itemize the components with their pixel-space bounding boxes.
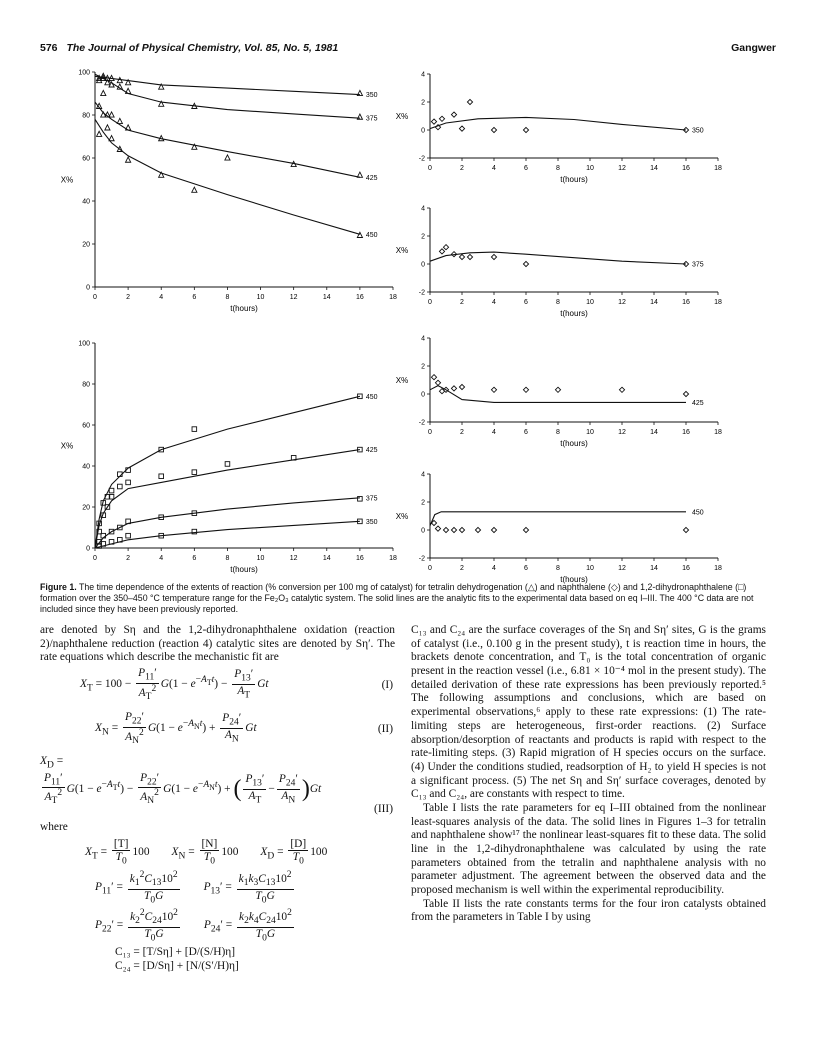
data-point (475, 527, 480, 532)
journal-title: The Journal of Physical Chemistry, Vol. 85, No. 5, 1981 (66, 42, 339, 54)
body-paragraph-3: Table II lists the rate constants terms for the four iron catalysts obtained from the parameters in Table I by using (411, 897, 766, 924)
fit-curve (95, 521, 360, 548)
x-tick-label: 14 (322, 555, 331, 562)
series-425 (95, 447, 378, 548)
x-tick-label: 4 (159, 294, 164, 301)
y-tick-label: 4 (421, 205, 425, 213)
x-tick-label: 6 (192, 555, 197, 562)
y-tick-label: 0 (421, 127, 425, 135)
x-tick-label: 0 (428, 299, 432, 306)
data-point (117, 118, 122, 123)
fit-curve (95, 76, 360, 94)
x-tick-label: 10 (586, 165, 594, 172)
x-tick-label: 2 (126, 294, 131, 301)
data-point (126, 88, 131, 93)
series-label: 425 (692, 399, 704, 407)
x-tick-label: 4 (492, 165, 496, 172)
x-axis-label: t(hours) (560, 575, 588, 584)
chart-tetralin (40, 64, 410, 319)
y-tick-label: -2 (418, 555, 425, 563)
series-350 (95, 519, 378, 548)
data-point (126, 480, 131, 485)
data-point (105, 125, 110, 130)
where-label: where (40, 821, 68, 834)
x-tick-label: 10 (586, 299, 594, 306)
data-point (431, 119, 436, 124)
y-tick-label: 60 (82, 422, 90, 430)
data-point (451, 386, 456, 391)
data-point (459, 254, 464, 259)
data-point (459, 527, 464, 532)
equation-1: $X_T = 100$ − $\frac{P_{11}'}{A_T^2}$ $G(1 - e^{-A_Tt})$ − $\frac{P_{13}'}{A_T}$ Gt (I) (80, 667, 393, 702)
y-tick-label: 0 (86, 284, 90, 292)
series-label: 450 (365, 231, 378, 239)
series-label: 425 (365, 174, 378, 182)
y-tick-label: 100 (78, 340, 90, 348)
data-point (357, 232, 362, 237)
data-point (126, 533, 131, 538)
x-tick-label: 6 (524, 429, 528, 436)
data-point (491, 254, 496, 259)
data-point (192, 427, 197, 432)
x-tick-label: 8 (225, 294, 230, 301)
x-tick-label: 12 (618, 165, 626, 172)
y-tick-label: 2 (421, 363, 425, 371)
y-tick-label: 4 (421, 71, 425, 79)
y-tick-label: 40 (82, 198, 90, 206)
series-450 (95, 394, 378, 548)
series-label: 425 (365, 447, 378, 455)
series-label: 350 (365, 92, 378, 100)
definitions: $X_T$ = $\frac{[T]}{T_0}$ 100 $X_N$ = $\frac{[N]}{T_0}$ 100 $X_D$ = $\frac{[D]}{T_0}$ 100 $P_{11}'$ = $\frac{k_1^2C_{13}10^2}{T_0G}$ $P_{13}'$ = $\frac{k_1k_3C_{13}10^2}{T_0G}$ $P_{22}'$ = $\frac{k_2^2C_{24}10^2}{T_0G}$ $P_{24}'$ = $\frac{k_2k_4C_{24}10^2}{T_0G}$ C₁₃ = [T/Sη] + [D/(S/H)η] C₂₄ = [D/Sη] + [N/(S′/H)η] (85, 838, 395, 974)
x-tick-label: 18 (714, 565, 722, 572)
x-tick-label: 16 (355, 294, 364, 301)
series-label: 350 (365, 518, 378, 526)
fit-curve (95, 102, 360, 177)
series-label: 375 (692, 261, 704, 269)
data-point (523, 127, 528, 132)
x-tick-label: 6 (192, 294, 197, 301)
y-tick-label: 0 (421, 391, 425, 399)
x-tick-label: 14 (650, 299, 658, 306)
body-paragraph-1: C₁₃ and C₂₄ are the surface coverages of the Sη and Sη′ sites, G is the grams of catalyst (i.e., 0.100 g in the present study), t is reaction time in hours, the brackets denote concentration, and T₀ is the total concentration of organic present in the reaction vessel (i.e., 6.81 × 10⁻⁴ mol in the present study). The detailed derivation of these rate expressions has been previously reported.⁵ The following assumptions and conclusions, which are based on experimental observations,⁶ apply to these rate expressions: (1) The rate-limiting steps are heterogeneous, first-order reactions. (2) Surface absorption/desorption of reactants and products is rapid with respect to the rate-limiting steps. (3) Rapid migration of H species occurs on the surface. (4) Under the conditions studied, readsorption of H₂ to yield H species is not a significant process. (5) The net Sη and Sη′ surface coverages, denoted by C₁₃ and C₂₄, are constants with respect to time. (411, 624, 766, 801)
y-axis-label: X% (395, 376, 409, 385)
x-tick-label: 10 (256, 555, 265, 562)
y-axis-label: X% (395, 112, 409, 121)
x-tick-label: 14 (650, 565, 658, 572)
equation-3: $X_D$ = $\frac{P_{11}'}{A_T^2}$ $G(1 - e^{-A_Tt})$ − $\frac{P_{22}'}{A_N^2}$ $G(1 - e^{-A_Nt})$ + ( $\frac{P_{13}'}{A_T}$ − $\frac{P_{24}'}{A_N}$ )Gt (III) (40, 755, 393, 816)
figure-caption (40, 582, 776, 615)
data-point (467, 99, 472, 104)
chart-dihydronaphthalene-425 (395, 330, 780, 450)
data-point (439, 116, 444, 121)
data-point (523, 527, 528, 532)
x-tick-label: 0 (428, 165, 432, 172)
series-label: 450 (365, 393, 378, 401)
series-350 (95, 73, 378, 99)
x-tick-label: 2 (126, 555, 131, 562)
x-tick-label: 0 (428, 565, 432, 572)
data-point (619, 387, 624, 392)
x-axis-label: t(hours) (230, 565, 258, 574)
x-tick-label: 8 (225, 555, 230, 562)
x-tick-label: 4 (159, 555, 164, 562)
y-tick-label: 60 (82, 155, 90, 163)
series-label: 375 (365, 495, 378, 503)
data-point (683, 391, 688, 396)
data-point (435, 526, 440, 531)
data-point (459, 384, 464, 389)
x-tick-label: 6 (524, 299, 528, 306)
data-point (451, 527, 456, 532)
x-tick-label: 16 (682, 429, 690, 436)
data-point (101, 90, 106, 95)
data-point (358, 497, 363, 502)
series-425 (95, 90, 378, 181)
data-point (159, 474, 164, 479)
x-tick-label: 6 (524, 565, 528, 572)
fit-curve (95, 396, 360, 548)
data-point (451, 112, 456, 117)
equation-2-number: (II) (377, 723, 393, 736)
x-tick-label: 16 (682, 299, 690, 306)
y-tick-label: 100 (78, 69, 90, 77)
x-tick-label: 14 (650, 165, 658, 172)
x-tick-label: 16 (682, 165, 690, 172)
x-tick-label: 18 (389, 294, 397, 301)
caption-text: The time dependence of the extents of reaction (% conversion per 100 mg of catalyst) for tetralin dehydrogenation (△) and naphthalene (◇) and 1,2-dihydronaphthalene (□) formation over the 350–450 °C temperature range for the Fe₂O₃ catalytic system. The solid lines are the analytic fits to the experimental data based on eq I–III. The 400 °C data are not included since they have been previously reported. (40, 582, 754, 614)
author-name: Gangwer (731, 42, 776, 54)
data-point (443, 527, 448, 532)
data-point (523, 387, 528, 392)
series-425 (430, 375, 704, 407)
data-point (443, 245, 448, 250)
x-tick-label: 8 (556, 299, 560, 306)
equation-2: $X_N$ = $\frac{P_{22}'}{A_N^2}$ $G(1 - e^{-A_Nt})$ + $\frac{P_{24}'}{A_N}$ Gt (II) (95, 711, 393, 746)
data-point (435, 380, 440, 385)
x-tick-label: 4 (492, 429, 496, 436)
y-tick-label: 4 (421, 335, 425, 343)
x-tick-label: 6 (524, 165, 528, 172)
fit-curve (95, 119, 360, 234)
x-tick-label: 2 (460, 299, 464, 306)
x-tick-label: 4 (492, 299, 496, 306)
x-axis-label: t(hours) (560, 439, 588, 448)
y-tick-label: 2 (421, 233, 425, 241)
chart-naphthalene (40, 335, 410, 580)
data-point (97, 131, 102, 136)
x-tick-label: 16 (682, 565, 690, 572)
chart-dihydronaphthalene-375 (395, 200, 780, 320)
data-point (225, 462, 230, 467)
left-column (40, 624, 395, 974)
data-point (357, 114, 362, 119)
x-axis-label: t(hours) (560, 175, 588, 184)
series-350 (430, 99, 704, 134)
data-point (357, 172, 362, 177)
data-point (431, 375, 436, 380)
data-point (491, 527, 496, 532)
data-point (118, 484, 123, 489)
data-point (109, 488, 114, 493)
y-axis-label: X% (60, 441, 74, 451)
x-tick-label: 18 (714, 165, 722, 172)
series-450 (430, 509, 704, 532)
x-tick-label: 8 (556, 429, 560, 436)
y-tick-label: 2 (421, 499, 425, 507)
series-450 (95, 112, 378, 239)
chart-dihydronaphthalene-450 (395, 466, 780, 584)
series-label: 375 (365, 115, 378, 123)
x-tick-label: 14 (650, 429, 658, 436)
x-axis-label: t(hours) (230, 304, 258, 313)
equation-1-number: (I) (381, 679, 393, 692)
data-point (491, 387, 496, 392)
caption-label: Figure 1. (40, 582, 77, 592)
x-tick-label: 0 (93, 294, 97, 301)
series-label: 350 (692, 127, 704, 135)
data-point (459, 126, 464, 131)
y-tick-label: -2 (418, 419, 425, 427)
y-axis-label: X% (60, 175, 74, 185)
y-tick-label: 80 (82, 381, 90, 389)
x-tick-label: 18 (714, 299, 722, 306)
fit-curve (430, 386, 686, 403)
x-tick-label: 10 (586, 565, 594, 572)
y-tick-label: 80 (82, 112, 90, 120)
x-tick-label: 2 (460, 429, 464, 436)
y-tick-label: 20 (82, 504, 90, 512)
page-header (40, 42, 338, 54)
data-point (126, 157, 131, 162)
fit-curve (95, 498, 360, 548)
y-tick-label: 2 (421, 99, 425, 107)
y-axis-label: X% (395, 512, 409, 521)
x-axis-label: t(hours) (560, 309, 588, 318)
data-point (109, 136, 114, 141)
data-point (159, 172, 164, 177)
data-point (109, 112, 114, 117)
y-tick-label: 0 (86, 545, 90, 553)
x-tick-label: 12 (618, 299, 626, 306)
data-point (439, 249, 444, 254)
y-tick-label: 40 (82, 463, 90, 471)
series-375 (430, 245, 704, 269)
y-tick-label: 0 (421, 261, 425, 269)
x-tick-label: 8 (556, 165, 560, 172)
data-point (225, 155, 230, 160)
x-tick-label: 2 (460, 165, 464, 172)
c13-definition: C₁₃ = [T/Sη] + [D/(S/H)η] (115, 946, 236, 959)
x-tick-label: 0 (93, 555, 97, 562)
data-point (683, 527, 688, 532)
x-tick-label: 16 (355, 555, 364, 562)
fit-curve (430, 512, 686, 526)
x-tick-label: 14 (322, 294, 331, 301)
x-tick-label: 4 (492, 565, 496, 572)
x-tick-label: 18 (389, 555, 397, 562)
fit-curve (95, 74, 360, 118)
y-axis-label: X% (395, 246, 409, 255)
body-paragraph-2: Table I lists the rate parameters for eq I–III obtained from the nonlinear least-squares analysis of the data. The solid lines in Figures 1–3 for tetralin and naphthalene show¹⁷ the nonlinear least-squares fit to these data. The solid line in the 1,2-dihydronaphthalene was calculated by using the rate parameters obtained from the tetralin and naphthalene analysis with no parameter adjustment. The agreement between the observed data and the proposed mechanism is well within the experimental reproducibility. (411, 801, 766, 897)
series-375 (95, 495, 378, 548)
x-tick-label: 12 (618, 565, 626, 572)
y-tick-label: 4 (421, 471, 425, 479)
x-tick-label: 0 (428, 429, 432, 436)
right-column (411, 624, 766, 925)
data-point (523, 261, 528, 266)
series-label: 450 (692, 509, 704, 517)
c24-definition: C₂₄ = [D/Sη] + [N/(S′/H)η] (115, 960, 239, 973)
y-tick-label: 20 (82, 241, 90, 249)
intro-paragraph: are denoted by Sη and the 1,2-dihydronaphthalene oxidation (reaction 2)/naphthalene reduction (reaction 4) catalytic sites are denoted by Sη′. The rate equations which describe the mechanistic fit are (40, 624, 395, 664)
data-point (126, 125, 131, 130)
y-tick-label: 0 (421, 527, 425, 535)
y-tick-label: -2 (418, 289, 425, 297)
x-tick-label: 18 (714, 429, 722, 436)
data-point (491, 127, 496, 132)
data-point (192, 187, 197, 192)
x-tick-label: 10 (586, 429, 594, 436)
equation-3-number: (III) (374, 803, 393, 816)
page-number: 576 (40, 42, 58, 54)
data-point (467, 254, 472, 259)
x-tick-label: 12 (618, 429, 626, 436)
fit-curve (430, 117, 686, 130)
x-tick-label: 10 (256, 294, 265, 301)
x-tick-label: 12 (289, 294, 298, 301)
data-point (555, 387, 560, 392)
y-tick-label: -2 (418, 155, 425, 163)
x-tick-label: 12 (289, 555, 298, 562)
chart-dihydronaphthalene-350 (395, 66, 780, 186)
x-tick-label: 8 (556, 565, 560, 572)
x-tick-label: 2 (460, 565, 464, 572)
data-point (192, 470, 197, 475)
